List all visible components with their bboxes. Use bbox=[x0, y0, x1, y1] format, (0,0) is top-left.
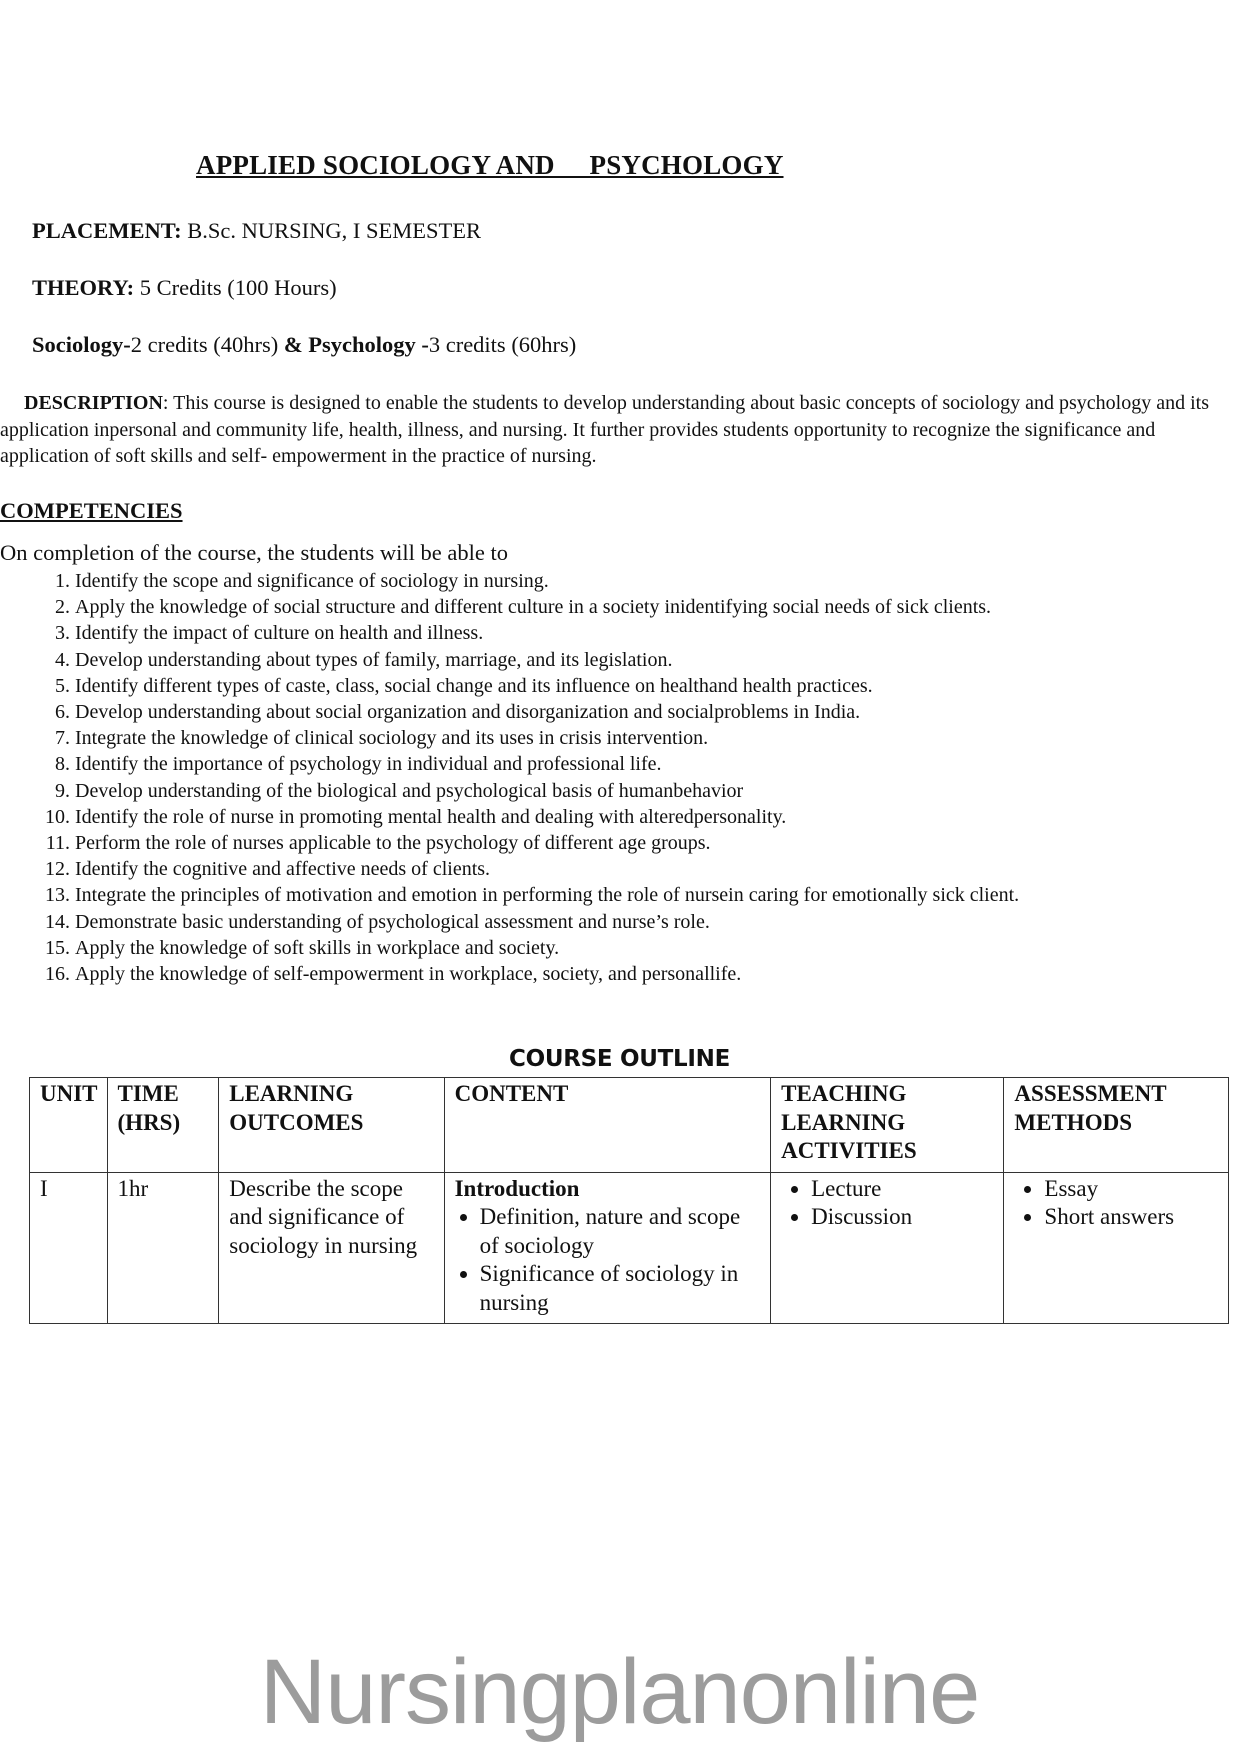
assessment-list bbox=[1014, 1175, 1219, 1232]
content-heading: Introduction bbox=[454, 1175, 580, 1201]
cell-activities bbox=[771, 1172, 1004, 1324]
list-item: • Discussion bbox=[811, 1203, 994, 1232]
competency-item: 7. Integrate the knowledge of clinical sociology and its uses in crisis intervention. bbox=[75, 725, 1235, 751]
placement-value: B.Sc. NURSING, I SEMESTER bbox=[181, 218, 481, 243]
competency-item: 12. Identify the cognitive and affective needs of clients. bbox=[75, 856, 1235, 882]
content-list bbox=[455, 1203, 762, 1317]
sociology-value: 2 credits (40hrs) bbox=[130, 332, 284, 357]
cell-outcomes: Describe the scope and significance of sociology in nursing bbox=[219, 1172, 444, 1324]
competency-item: 1. Identify the scope and significance of sociology in nursing. bbox=[75, 568, 1235, 594]
activities-list bbox=[781, 1175, 994, 1232]
competency-item: 3. Identify the impact of culture on health and illness. bbox=[75, 620, 1235, 646]
competencies-heading: COMPETENCIES bbox=[0, 498, 183, 523]
header-teaching-activities: TEACHING LEARNING ACTIVITIES bbox=[771, 1078, 1004, 1173]
list-item: • Significance of sociology in nursing bbox=[480, 1260, 762, 1317]
sociology-label: Sociology- bbox=[32, 332, 131, 357]
competency-item: 4. Develop understanding about types of family, marriage, and its legislation. bbox=[75, 647, 1235, 673]
header-learning-outcomes: LEARNING OUTCOMES bbox=[219, 1078, 444, 1173]
cell-time: 1hr bbox=[107, 1172, 219, 1324]
placement-label: PLACEMENT: bbox=[32, 218, 182, 243]
psychology-label: & Psychology - bbox=[283, 332, 429, 357]
competency-item: 16. Apply the knowledge of self-empowerment in workplace, society, and personallife. bbox=[75, 961, 1235, 987]
description-paragraph bbox=[0, 390, 1225, 470]
list-item: • Short answers bbox=[1044, 1203, 1219, 1232]
competency-item: 9. Develop understanding of the biological and psychological basis of humanbehavior bbox=[75, 778, 1235, 804]
list-item: • Lecture bbox=[811, 1175, 994, 1204]
course-outline-title: COURSE OUTLINE bbox=[509, 1046, 730, 1072]
theory-label: THEORY: bbox=[32, 275, 135, 300]
competencies-intro: On completion of the course, the students will be able to bbox=[0, 540, 509, 565]
competency-item: 8. Identify the importance of psychology in individual and professional life. bbox=[75, 751, 1235, 777]
competency-item: 14. Demonstrate basic understanding of psychological assessment and nurse’s role. bbox=[75, 909, 1235, 935]
theory-value: 5 Credits (100 Hours) bbox=[134, 275, 337, 300]
list-item: • Essay bbox=[1044, 1175, 1219, 1204]
header-unit: UNIT bbox=[30, 1078, 108, 1173]
competency-item: 13. Integrate the principles of motivation and emotion in performing the role of nursein caring for emotionally sick client. bbox=[75, 882, 1235, 908]
header-content: CONTENT bbox=[444, 1078, 771, 1173]
description-text: : This course is designed to enable the students to develop understanding about basic concepts of sociology and psychology and its application inpersonal and community life, health, illness, and nursing. It further provides students opportunity to recognize the significance and application of soft skills and self- empowerment in the practice of nursing. bbox=[0, 392, 1210, 467]
header-assessment-methods: ASSESSMENT METHODS bbox=[1004, 1078, 1229, 1173]
competency-item: 15. Apply the knowledge of soft skills in workplace and society. bbox=[75, 935, 1235, 961]
table-row bbox=[30, 1172, 1229, 1324]
header-time: TIME (HRS) bbox=[107, 1078, 219, 1173]
competency-item: 11. Perform the role of nurses applicable to the psychology of different age groups. bbox=[75, 830, 1235, 856]
psychology-value: 3 credits (60hrs) bbox=[428, 332, 577, 357]
competency-item: 2. Apply the knowledge of social structure and different culture in a society inidentifying social needs of sick clients. bbox=[75, 594, 1235, 620]
cell-unit: I bbox=[30, 1172, 108, 1324]
competencies-list bbox=[0, 568, 1235, 987]
watermark: Nursingplanonline bbox=[259, 1641, 980, 1743]
placement-line bbox=[32, 218, 481, 244]
competency-item: 10. Identify the role of nurse in promoting mental health and dealing with alteredpersonality. bbox=[75, 804, 1235, 830]
theory-line bbox=[32, 275, 337, 301]
credits-line bbox=[32, 332, 576, 358]
course-outline-table bbox=[29, 1077, 1229, 1324]
competency-item: 6. Develop understanding about social organization and disorganization and socialproblems in India. bbox=[75, 699, 1235, 725]
competency-item: 5. Identify different types of caste, class, social change and its influence on healthand health practices. bbox=[75, 673, 1235, 699]
cell-content bbox=[444, 1172, 771, 1324]
description-label: DESCRIPTION bbox=[24, 392, 163, 414]
cell-assessment bbox=[1004, 1172, 1229, 1324]
page-title: APPLIED SOCIOLOGY AND PSYCHOLOGY bbox=[196, 150, 784, 180]
table-header-row bbox=[30, 1078, 1229, 1173]
list-item: • Definition, nature and scope of sociology bbox=[480, 1203, 762, 1260]
